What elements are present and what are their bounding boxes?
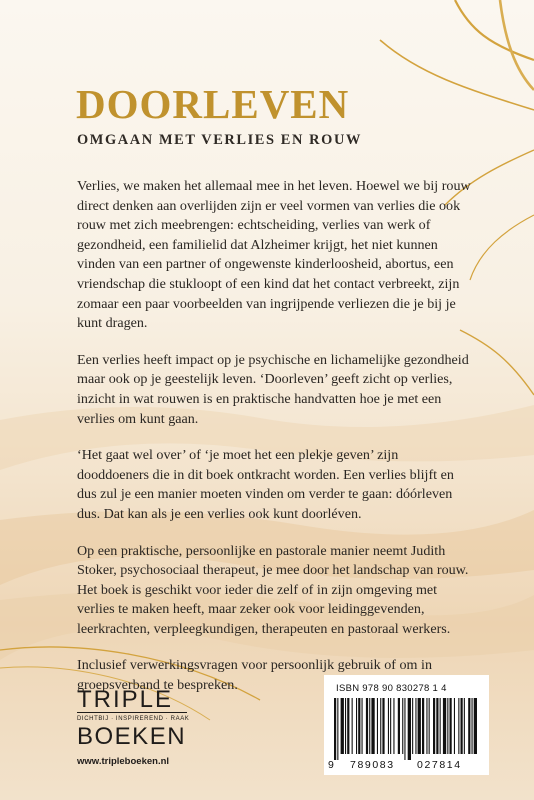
barcode-bar bbox=[408, 698, 411, 760]
barcode-bar bbox=[418, 698, 421, 754]
blurb-paragraph: Een verlies heeft impact op je psychische en lichamelijke gezondheid maar ook op je geestelijk leven. ‘Doorleven’ geeft zicht op verlies, inzicht in wat rouwen is en praktische handvatten hoe je met een verlies om kunt gaan. bbox=[77, 351, 469, 427]
barcode-bar bbox=[447, 698, 448, 754]
barcode-bar bbox=[337, 698, 338, 760]
barcode-bar bbox=[450, 698, 452, 754]
publisher-logo bbox=[77, 686, 190, 750]
barcode-bar bbox=[454, 698, 455, 754]
barcode-bar bbox=[433, 698, 435, 754]
logo-boeken: BOEKEN bbox=[77, 723, 187, 750]
barcode-bar bbox=[429, 698, 430, 754]
barcode-bar bbox=[345, 698, 346, 754]
gold-vein bbox=[500, 0, 534, 90]
barcode-bar bbox=[426, 698, 427, 754]
ean-lead-digit: 9 bbox=[328, 759, 334, 771]
barcode-bar bbox=[388, 698, 389, 754]
isbn-label: ISBN 978 90 830278 1 4 bbox=[336, 683, 447, 694]
logo-triple: TRIPLE bbox=[77, 688, 187, 713]
barcode-bar bbox=[356, 698, 357, 754]
barcode-bar bbox=[366, 698, 368, 754]
ean-right-digits: 027814 bbox=[417, 759, 462, 771]
barcode-bar bbox=[464, 698, 465, 754]
barcode-bar bbox=[380, 698, 381, 754]
barcode-bar bbox=[352, 698, 353, 754]
barcode-bar bbox=[412, 698, 413, 754]
barcode-bar bbox=[458, 698, 459, 754]
barcode-bar bbox=[402, 698, 403, 754]
publisher-website[interactable]: www.tripleboeken.nl bbox=[77, 756, 170, 767]
barcode-bar bbox=[415, 698, 416, 754]
blurb-paragraph: Verlies, we maken het allemaal mee in het leven. Hoewel we bij rouw direct denken aan overlijden zijn er veel vormen van verlies die ook rouw met zich meebrengen: echtscheiding, verlies van werk of gezondheid, een familielid dat Alzheimer krijgt, het niet kunnen vinden van een partner of ongewenste kinderloosheid, abortus, een vriendschap die stukloopt of een kind dat het contact verbreekt, zijn zomaar een paar voorbeelden van ingrijpende verliezen die je bij je kunt dragen. bbox=[77, 178, 471, 332]
barcode-bar bbox=[404, 698, 405, 760]
barcode-bar bbox=[422, 698, 424, 754]
gold-vein bbox=[455, 0, 534, 60]
barcode-bar bbox=[468, 698, 470, 754]
isbn-barcode bbox=[324, 675, 489, 775]
barcode-bars bbox=[334, 698, 479, 760]
barcode-bar bbox=[443, 698, 446, 754]
blurb-paragraph: ‘Het gaat wel over’ of ‘je moet het een plekje geven’ zijn dooddoeners die in dit boek ontkracht worden. Een verlies blijft en dus zul je een manier moeten vinden om verder te gaan: dóórleven dus. Dat kan als je een verlies ook kunt doorléven. bbox=[77, 447, 454, 522]
barcode-bar bbox=[382, 698, 384, 754]
barcode-bar bbox=[474, 698, 477, 754]
barcode-bar bbox=[377, 698, 378, 754]
blurb-paragraph: Inclusief verwerkingsvragen voor persoonlijk gebruik of om in groepsverband te bespreken. bbox=[77, 657, 432, 694]
book-subtitle: OMGAAN MET VERLIES EN ROUW bbox=[77, 132, 362, 148]
ean-left-digits: 789083 bbox=[350, 759, 395, 771]
gold-vein bbox=[470, 215, 534, 280]
blurb-text bbox=[77, 177, 473, 713]
barcode-bar bbox=[371, 698, 374, 754]
barcode-bar bbox=[440, 698, 441, 754]
logo-tagline: DICHTBIJ · INSPIREREND · RAAK bbox=[77, 716, 190, 722]
barcode-bar bbox=[347, 698, 349, 754]
barcode-bar bbox=[472, 698, 473, 754]
book-title: DOORLEVEN bbox=[76, 81, 350, 127]
barcode-bar bbox=[461, 698, 463, 754]
blurb-paragraph: Op een praktische, persoonlijke en pastorale manier neemt Judith Stoker, psychosociaal therapeut, je mee door het landschap van rouw. Het boek is geschikt voor ieder die zelf of in zijn omgeving met verlies te maken heeft, maar zeker ook voor leidinggevenden, leerkrachten, verpleegkundigen, therapeuten en pastoraal werkers. bbox=[77, 542, 469, 637]
barcode-bar bbox=[390, 698, 391, 754]
barcode-bar bbox=[341, 698, 344, 754]
barcode-bar bbox=[369, 698, 370, 754]
barcode-bar bbox=[393, 698, 394, 754]
barcode-bar bbox=[358, 698, 360, 754]
barcode-bar bbox=[398, 698, 400, 754]
barcode-bar bbox=[334, 698, 336, 760]
barcode-bar bbox=[362, 698, 363, 754]
barcode-bar bbox=[436, 698, 438, 754]
